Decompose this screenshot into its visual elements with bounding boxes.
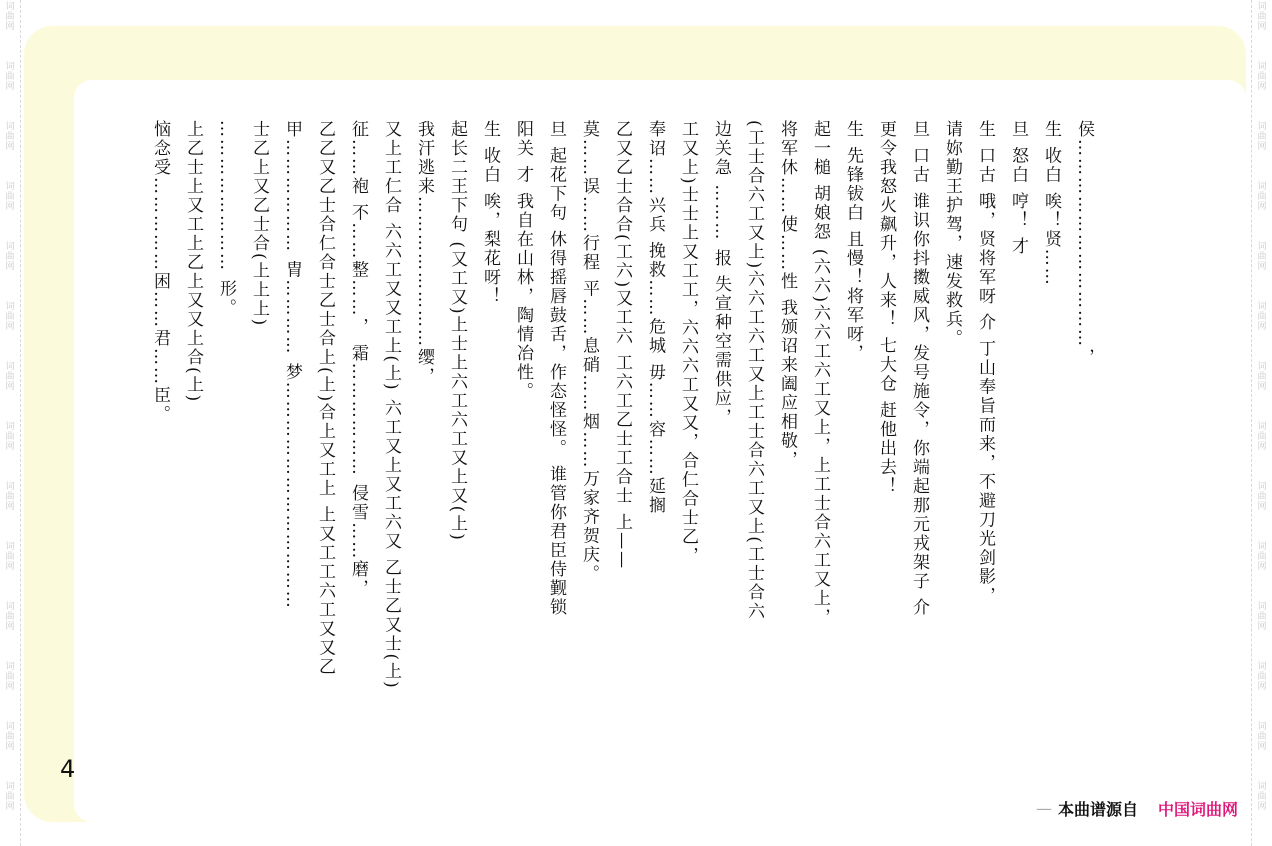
source-label: 本曲谱源自 <box>1057 800 1138 819</box>
score-line: 起长二王下句 (又工又)上士上六工六工又上又(上) <box>447 120 467 542</box>
score-line: 将军休……使……性 我颁诏来阖应相敬， <box>777 120 797 470</box>
watermark-text: 词曲网 <box>1257 722 1267 752</box>
score-line: 莫……误……行程 平……息硝……烟……万家齐贺庆。 <box>579 120 599 584</box>
score-line: 起一槌 胡娘怨 (六六)六六工六工又上，上工士合六工又上， <box>810 120 830 628</box>
dash-divider: — <box>1035 799 1052 818</box>
source-site-link[interactable]: 中国词曲网 <box>1157 800 1238 819</box>
watermark-text: 词曲网 <box>5 662 15 692</box>
watermark-text: 词曲网 <box>1257 662 1267 692</box>
score-line: 奉诏……兴兵 挽救……危城 毋……容……延搁 <box>645 120 665 515</box>
watermark-text: 词曲网 <box>1257 122 1267 152</box>
score-line: 边关急 ……… 报 失宣种空需供应， <box>711 120 731 428</box>
watermark-text: 词曲网 <box>5 302 15 332</box>
watermark-text: 词曲网 <box>5 782 15 812</box>
watermark-text: 词曲网 <box>5 482 15 512</box>
watermark-text: 词曲网 <box>1257 782 1267 812</box>
score-line: 旦 起花下句 休得摇唇鼓舌，作态怪怪。 谁管你君臣侍觐锁 <box>546 120 566 618</box>
watermark-text: 词曲网 <box>1257 542 1267 572</box>
score-line: 我汗逃来……………………缨， <box>414 120 434 386</box>
watermark-text: 词曲网 <box>5 362 15 392</box>
watermark-text: 词曲网 <box>1257 62 1267 92</box>
score-line: …………………… 形。 <box>216 120 236 318</box>
score-line: 请妳勤王护驾，速发救兵。 <box>942 120 962 348</box>
score-line: 更令我怒火飙升，人来！ 七大仓 赶他出去！ <box>876 120 896 496</box>
watermark-text: 词曲网 <box>5 182 15 212</box>
source-credit <box>1036 797 1238 820</box>
watermark-text: 词曲网 <box>5 62 15 92</box>
score-line: 阳关 才 我自在山林，陶情冶性。 <box>513 120 533 401</box>
watermark-text: 词曲网 <box>5 542 15 572</box>
watermark-text: 词曲网 <box>1257 362 1267 392</box>
score-line: 征……袍 不……整……， 霜……………… 侵雪……磨， <box>348 120 368 599</box>
score-line: 生 收白 唉！贤…… <box>1041 120 1061 287</box>
score-text <box>150 120 1100 720</box>
score-line: 工又上)士士上又工工，六六六工又又，合仁合士乙， <box>678 120 698 566</box>
watermark-text: 词曲网 <box>1257 482 1267 512</box>
score-line: 又上工仁合 六六工又又工上(上) 六工又上又工六又 乙士乙又士(上) <box>381 120 401 690</box>
watermark-text: 词曲网 <box>1257 2 1267 32</box>
score-line: 恼念受……………困……君……臣。 <box>150 120 170 424</box>
watermark-text: 词曲网 <box>1257 302 1267 332</box>
watermark-text: 词曲网 <box>5 422 15 452</box>
watermark-text: 词曲网 <box>5 722 15 752</box>
score-line: 生 先锋钹白 且慢！将军呀， <box>843 120 863 363</box>
watermark-text: 词曲网 <box>1257 242 1267 272</box>
score-line: 甲……………… 胄………… 梦……………………………… <box>282 120 302 610</box>
score-line: 生 收白 唉，梨花呀！ <box>480 120 500 306</box>
watermark-text: 词曲网 <box>5 602 15 632</box>
score-line: 生 口古 哦，贤将军呀 介 丁山奉旨而来，不避刀光剑影， <box>975 120 995 606</box>
score-line: 士乙上又乙士合(上上上) <box>249 120 269 328</box>
watermark-text: 词曲网 <box>1257 182 1267 212</box>
score-line: 乙又乙士合合(工六)又工六 工六工乙士工合士 上—— <box>612 120 632 571</box>
score-line: 上乙士上又工上乙上又又上合(上) <box>183 120 203 404</box>
watermark-text: 词曲网 <box>5 122 15 152</box>
page-number: 4 <box>60 755 76 783</box>
watermark-text: 词曲网 <box>1257 422 1267 452</box>
score-line: 旦 怒白 哼！ 才 <box>1008 120 1028 257</box>
score-line: (工士合六工又上)六六工六工又上工士合六工又上(工士合六 <box>744 120 764 621</box>
watermark-text: 词曲网 <box>1257 602 1267 632</box>
score-line: 旦 口古 谁识你抖擞威风，发号施令，你端起那元戎架子 介 <box>909 120 929 618</box>
watermark-text: 词曲网 <box>5 2 15 32</box>
watermark-text: 词曲网 <box>5 242 15 272</box>
score-line: 乙乙又乙士合仁合士乙士合上(上)合上又工上 上又工工六工又又乙 <box>315 120 335 677</box>
score-line: 侯……………………………， <box>1074 120 1094 367</box>
